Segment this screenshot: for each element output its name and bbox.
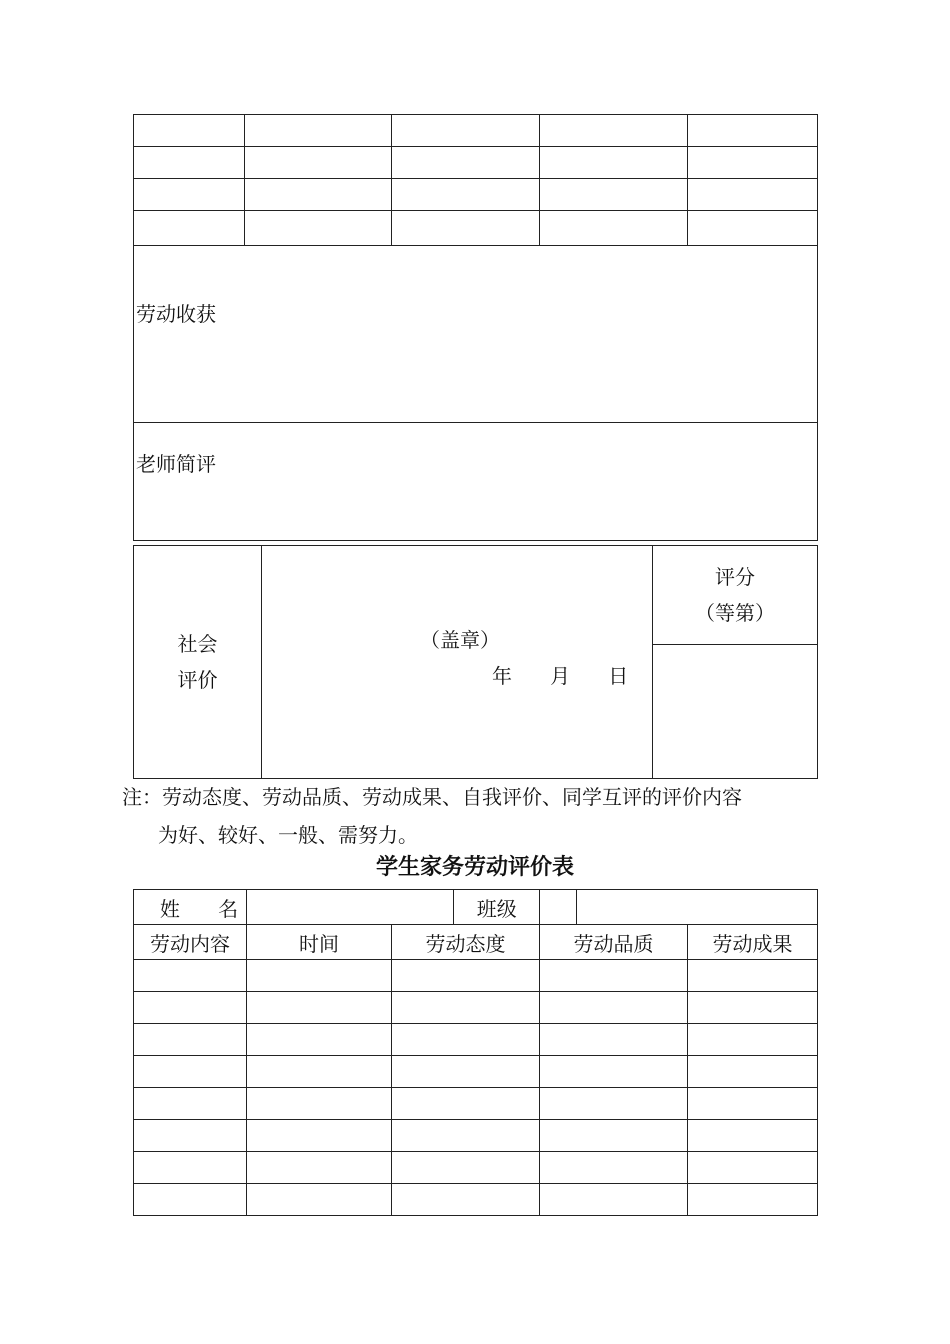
blank-cell[interactable] bbox=[392, 147, 540, 179]
social-evaluation-block bbox=[133, 545, 818, 779]
name-label: 姓 名 bbox=[134, 890, 247, 925]
blank-cell[interactable] bbox=[392, 115, 540, 147]
blank-cell[interactable] bbox=[134, 1024, 247, 1056]
blank-cell[interactable] bbox=[392, 960, 540, 992]
blank-cell[interactable] bbox=[134, 1184, 247, 1216]
blank-cell[interactable] bbox=[392, 211, 540, 246]
blank-cell[interactable] bbox=[134, 1152, 247, 1184]
blank-cell[interactable] bbox=[540, 1056, 688, 1088]
blank-cell[interactable] bbox=[688, 211, 818, 246]
social-eval-label-line2: 评价 bbox=[177, 668, 218, 692]
blank-cell[interactable] bbox=[540, 1088, 688, 1120]
blank-cell[interactable] bbox=[247, 992, 392, 1024]
labor-harvest-cell[interactable] bbox=[134, 246, 818, 423]
blank-cell[interactable] bbox=[134, 1088, 247, 1120]
labor-harvest-row bbox=[134, 246, 818, 423]
blank-cell[interactable] bbox=[688, 992, 818, 1024]
table-row bbox=[134, 1152, 818, 1184]
class-label-spacer bbox=[540, 890, 576, 924]
blank-cell[interactable] bbox=[134, 211, 245, 246]
blank-cell[interactable] bbox=[688, 147, 818, 179]
evaluation-form-continued bbox=[133, 114, 818, 541]
column-header-time: 时间 bbox=[247, 925, 392, 960]
teacher-comment-cell[interactable] bbox=[134, 423, 818, 541]
note-line2: 为好、较好、一般、需努力。 bbox=[158, 823, 418, 847]
blank-cell[interactable] bbox=[688, 1088, 818, 1120]
blank-cell[interactable] bbox=[134, 1120, 247, 1152]
class-input-cell[interactable] bbox=[576, 890, 817, 924]
blank-cell[interactable] bbox=[688, 1120, 818, 1152]
class-name-compound-cell bbox=[540, 890, 818, 925]
blank-cell[interactable] bbox=[245, 179, 392, 211]
blank-cell[interactable] bbox=[134, 1056, 247, 1088]
blank-cell[interactable] bbox=[540, 211, 688, 246]
note-line1: 注：劳动态度、劳动品质、劳动成果、自我评价、同学互评的评价内容 bbox=[122, 785, 742, 809]
name-class-compound-cell bbox=[247, 890, 540, 925]
blank-cell[interactable] bbox=[247, 1024, 392, 1056]
name-input-cell[interactable] bbox=[247, 890, 453, 924]
class-label: 班级 bbox=[476, 896, 517, 921]
table-row bbox=[134, 1056, 818, 1088]
blank-cell[interactable] bbox=[134, 992, 247, 1024]
blank-cell[interactable] bbox=[540, 960, 688, 992]
blank-cell[interactable] bbox=[247, 1152, 392, 1184]
social-eval-label-line1: 社会 bbox=[177, 632, 218, 656]
note bbox=[122, 778, 822, 854]
social-eval-label-cell bbox=[134, 546, 262, 779]
blank-cell[interactable] bbox=[540, 147, 688, 179]
blank-cell[interactable] bbox=[392, 179, 540, 211]
blank-cell[interactable] bbox=[247, 1088, 392, 1120]
blank-cell[interactable] bbox=[540, 179, 688, 211]
form-title: 学生家务劳动评价表 bbox=[375, 855, 574, 880]
column-header-labor-content: 劳动内容 bbox=[134, 925, 247, 960]
column-header-labor-quality: 劳动品质 bbox=[540, 925, 688, 960]
name-class-row bbox=[134, 890, 818, 925]
blank-cell[interactable] bbox=[392, 1184, 540, 1216]
date-text: 年 月 日 bbox=[492, 664, 629, 688]
table-row bbox=[134, 1120, 818, 1152]
score-label-cell bbox=[653, 546, 818, 645]
blank-cell[interactable] bbox=[688, 960, 818, 992]
blank-cell[interactable] bbox=[247, 960, 392, 992]
table-row bbox=[134, 960, 818, 992]
table-row bbox=[134, 179, 818, 211]
blank-cell[interactable] bbox=[392, 992, 540, 1024]
blank-cell[interactable] bbox=[247, 1056, 392, 1088]
blank-cell[interactable] bbox=[540, 992, 688, 1024]
blank-cell[interactable] bbox=[688, 1056, 818, 1088]
blank-cell[interactable] bbox=[134, 115, 245, 147]
column-header-labor-attitude: 劳动态度 bbox=[392, 925, 540, 960]
blank-cell[interactable] bbox=[540, 115, 688, 147]
blank-cell[interactable] bbox=[392, 1152, 540, 1184]
column-header-labor-result: 劳动成果 bbox=[688, 925, 818, 960]
blank-cell[interactable] bbox=[540, 1024, 688, 1056]
blank-cell[interactable] bbox=[245, 115, 392, 147]
score-value-cell[interactable] bbox=[653, 645, 818, 779]
blank-cell[interactable] bbox=[134, 147, 245, 179]
stamp-text: （盖章） bbox=[420, 628, 500, 652]
blank-cell[interactable] bbox=[688, 115, 818, 147]
blank-cell[interactable] bbox=[540, 1120, 688, 1152]
blank-cell[interactable] bbox=[688, 1152, 818, 1184]
table-row bbox=[134, 1088, 818, 1120]
blank-cell[interactable] bbox=[247, 1120, 392, 1152]
blank-cell[interactable] bbox=[688, 1184, 818, 1216]
blank-cell[interactable] bbox=[134, 179, 245, 211]
household-labor-evaluation-table bbox=[133, 889, 818, 1216]
score-label-line1: 评分 bbox=[715, 565, 755, 589]
blank-cell[interactable] bbox=[392, 1024, 540, 1056]
table-row bbox=[134, 1024, 818, 1056]
blank-cell[interactable] bbox=[245, 147, 392, 179]
blank-cell[interactable] bbox=[245, 211, 392, 246]
blank-cell[interactable] bbox=[392, 1056, 540, 1088]
labor-harvest-label: 劳动收获 bbox=[136, 302, 216, 326]
teacher-comment-label: 老师简评 bbox=[136, 452, 216, 476]
blank-cell[interactable] bbox=[392, 1120, 540, 1152]
blank-cell[interactable] bbox=[688, 1024, 818, 1056]
blank-cell[interactable] bbox=[688, 179, 818, 211]
column-header-row bbox=[134, 925, 818, 960]
blank-cell[interactable] bbox=[540, 1184, 688, 1216]
blank-cell[interactable] bbox=[247, 1184, 392, 1216]
table-row bbox=[134, 211, 818, 246]
table-row bbox=[134, 147, 818, 179]
social-eval-content-cell[interactable] bbox=[262, 546, 653, 779]
blank-cell[interactable] bbox=[392, 1088, 540, 1120]
blank-cell[interactable] bbox=[134, 960, 247, 992]
score-label-line2: （等第） bbox=[695, 601, 775, 625]
blank-cell[interactable] bbox=[540, 1152, 688, 1184]
table-row bbox=[134, 1184, 818, 1216]
table-row bbox=[134, 992, 818, 1024]
table-row bbox=[134, 115, 818, 147]
teacher-comment-row bbox=[134, 423, 818, 541]
